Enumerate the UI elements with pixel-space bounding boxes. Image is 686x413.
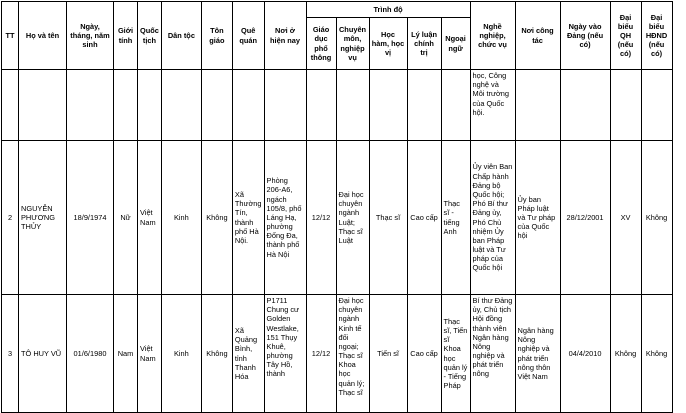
row-dob: 01/6/1980 xyxy=(67,295,114,413)
row-hometown: Xã Quảng Bình, tỉnh Thanh Hóa xyxy=(232,295,264,413)
header-specialty: Chuyên môn, nghiệp vụ xyxy=(336,18,369,70)
row-specialty: Đại học chuyên ngành Luật; Thạc sĩ Luật xyxy=(336,141,369,295)
row-political: Cao cấp xyxy=(407,295,441,413)
header-dob: Ngày, tháng, năm sinh xyxy=(67,2,114,70)
row-occupation: Ủy viên Ban Chấp hành Đảng bộ Quốc hội; Phó Bí thư Đảng ủy, Phó Chủ nhiệm Ủy ban Pháp luật và Tư pháp của Quốc hội xyxy=(470,141,515,295)
header-workplace: Nơi công tác xyxy=(515,2,560,70)
header-residence: Nơi ở hiện nay xyxy=(264,2,306,70)
row-hometown: Xã Thường Tín, thành phố Hà Nội. xyxy=(232,141,264,295)
table-row xyxy=(2,141,673,295)
continuation-occupation: học, Công nghệ và Môi trường của Quốc hội. xyxy=(470,70,515,141)
row-na-delegate: XV xyxy=(610,141,641,295)
row-religion: Không xyxy=(201,295,232,413)
header-hometown: Quê quán xyxy=(232,2,264,70)
header-party-date: Ngày vào Đảng (nếu có) xyxy=(560,2,610,70)
row-name: NGUYỄN PHƯƠNG THỦY xyxy=(19,141,67,295)
row-residence: P1711 Chung cư Golden Westlake, 151 Thụy Khuê, phường Tây Hồ, thành xyxy=(264,295,306,413)
row-general-ed: 12/12 xyxy=(306,295,336,413)
row-party-date: 04/4/2010 xyxy=(560,295,610,413)
row-political: Cao cấp xyxy=(407,141,441,295)
row-general-ed: 12/12 xyxy=(306,141,336,295)
header-degree: Học hàm, học vị xyxy=(369,18,407,70)
header-nationality: Quốc tịch xyxy=(138,2,162,70)
row-workplace: Ngân hàng Nông nghiệp và phát triển nông thôn Việt Nam xyxy=(515,295,560,413)
row-tt: 2 xyxy=(2,141,19,295)
header-political: Lý luận chính trị xyxy=(407,18,441,70)
row-ethnicity: Kinh xyxy=(161,295,201,413)
header-general-ed: Giáo dục phổ thông xyxy=(306,18,336,70)
header-row-top xyxy=(2,2,673,18)
row-name: TÔ HUY VŨ xyxy=(19,295,67,413)
row-religion: Không xyxy=(201,141,232,295)
row-dob: 18/9/1974 xyxy=(67,141,114,295)
header-education-group: Trình độ xyxy=(306,2,470,18)
row-language: Thạc sĩ - tiếng Anh xyxy=(441,141,470,295)
row-sex: Nam xyxy=(114,295,138,413)
row-workplace: Ủy ban Pháp luật và Tư pháp của Quốc hội xyxy=(515,141,560,295)
row-sex: Nữ xyxy=(114,141,138,295)
header-sex: Giới tính xyxy=(114,2,138,70)
row-party-date: 28/12/2001 xyxy=(560,141,610,295)
row-pc-delegate: Không xyxy=(641,141,672,295)
row-language: Thạc sĩ, Tiến sĩ Khoa học quản lý - Tiếng Pháp xyxy=(441,295,470,413)
row-specialty: Đại học chuyên ngành Kinh tế đối ngoại; Thạc sĩ Khoa học quản lý; Thạc sĩ xyxy=(336,295,369,413)
header-name: Họ và tên xyxy=(19,2,67,70)
table-row xyxy=(2,295,673,413)
row-degree: Thạc sĩ xyxy=(369,141,407,295)
row-occupation: Bí thư Đảng ủy, Chủ tịch Hội đồng thành viên Ngân hàng Nông nghiệp và phát triển nông xyxy=(470,295,515,413)
candidate-table xyxy=(1,1,673,413)
header-language: Ngoại ngữ xyxy=(441,18,470,70)
row-residence: Phòng 206-A6, ngách 105/8, phố Láng Hạ, phường Đống Đa, thành phố Hà Nội xyxy=(264,141,306,295)
header-pc-delegate: Đại biểu HĐND (nếu có) xyxy=(641,2,672,70)
header-tt: TT xyxy=(2,2,19,70)
continuation-row xyxy=(2,70,673,141)
row-nationality: Việt Nam xyxy=(138,141,162,295)
header-occupation: Nghề nghiệp, chức vụ xyxy=(470,2,515,70)
header-na-delegate: Đại biểu QH (nếu có) xyxy=(610,2,641,70)
row-degree: Tiến sĩ xyxy=(369,295,407,413)
row-nationality: Việt Nam xyxy=(138,295,162,413)
header-religion: Tôn giáo xyxy=(201,2,232,70)
row-na-delegate: Không xyxy=(610,295,641,413)
header-ethnicity: Dân tộc xyxy=(161,2,201,70)
row-tt: 3 xyxy=(2,295,19,413)
row-pc-delegate: Không xyxy=(641,295,672,413)
row-ethnicity: Kinh xyxy=(161,141,201,295)
